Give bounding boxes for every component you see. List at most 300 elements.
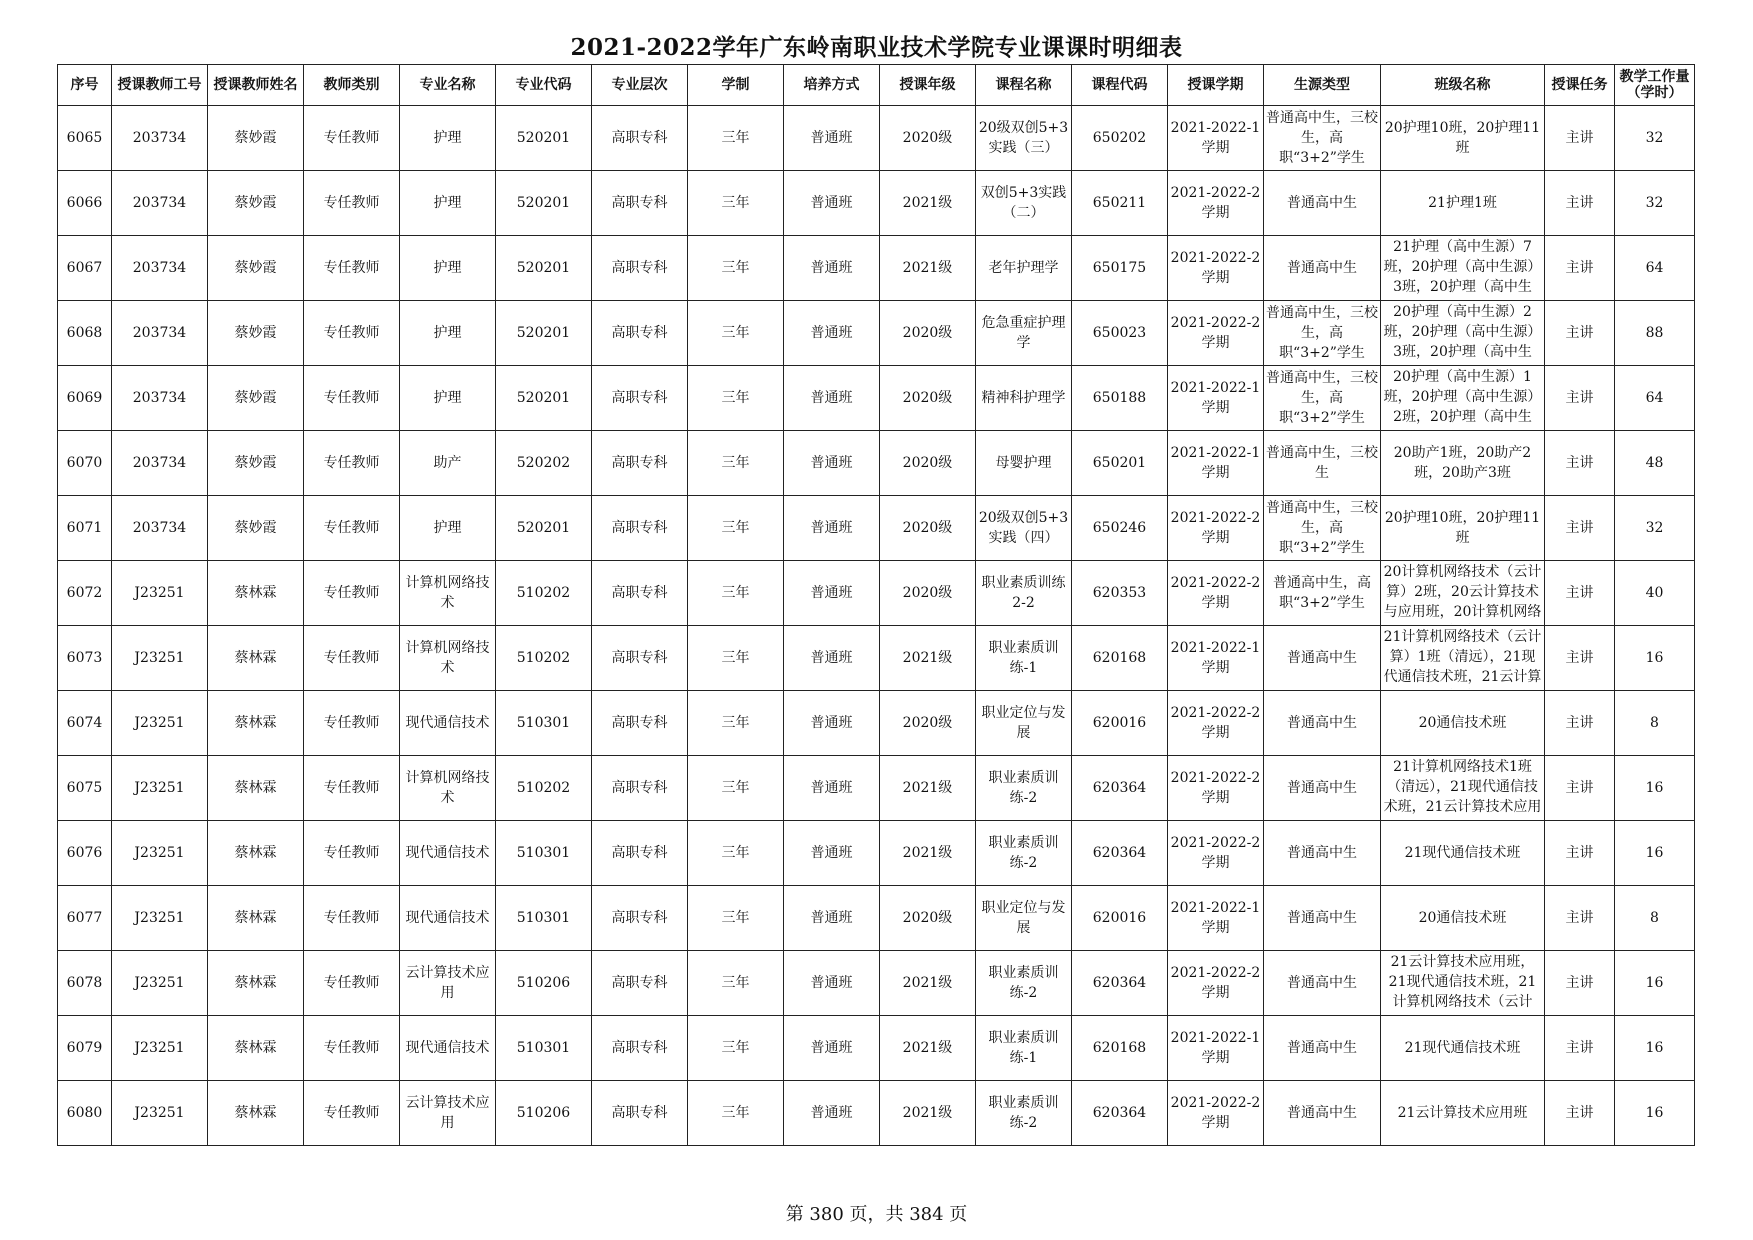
cell-text: 专任教师 bbox=[323, 1040, 380, 1056]
table-cell bbox=[784, 821, 880, 886]
cell-text: 主讲 bbox=[1565, 390, 1594, 406]
cell-text: 6069 bbox=[66, 390, 103, 406]
table-cell bbox=[400, 691, 496, 756]
table-cell bbox=[880, 106, 976, 171]
table-cell bbox=[1168, 431, 1264, 496]
table-cell bbox=[1168, 626, 1264, 691]
table-cell bbox=[1615, 626, 1695, 691]
cell-text: 专任教师 bbox=[323, 1105, 380, 1121]
cell-text: 三年 bbox=[721, 195, 750, 211]
cell-text: 计算机网络技术 bbox=[405, 640, 490, 676]
table-cell bbox=[688, 691, 784, 756]
table-cell bbox=[400, 106, 496, 171]
cell-text: 20级双创5+3实践（三） bbox=[978, 120, 1069, 156]
cell-text: 21现代通信技术班 bbox=[1404, 1040, 1521, 1056]
cell-text: 650201 bbox=[1092, 455, 1147, 471]
table-cell bbox=[304, 301, 400, 366]
cell-text: 专任教师 bbox=[323, 780, 380, 796]
table-cell bbox=[592, 951, 688, 1016]
table-cell bbox=[304, 106, 400, 171]
cell-text: 专任教师 bbox=[323, 910, 380, 926]
cell-text: 40 bbox=[1645, 585, 1664, 601]
table-cell bbox=[496, 496, 592, 561]
cell-text: 620364 bbox=[1092, 845, 1147, 861]
column-header: 序号 bbox=[58, 65, 112, 106]
cell-text: 普通班 bbox=[810, 585, 853, 601]
table-cell bbox=[1545, 821, 1615, 886]
cell-text: 6066 bbox=[66, 195, 103, 211]
cell-text: 2021-2022-2学期 bbox=[1170, 1095, 1261, 1131]
cell-text: 2020级 bbox=[902, 130, 953, 146]
table-cell bbox=[592, 561, 688, 626]
column-header: 学制 bbox=[688, 65, 784, 106]
cell-text: 主讲 bbox=[1565, 520, 1594, 536]
table-cell bbox=[112, 756, 208, 821]
table-header bbox=[58, 65, 1695, 106]
table-cell bbox=[208, 236, 304, 301]
cell-text: 2020级 bbox=[902, 910, 953, 926]
cell-text: 普通班 bbox=[810, 1105, 853, 1121]
cell-text: 三年 bbox=[721, 780, 750, 796]
table-cell bbox=[1264, 106, 1381, 171]
column-header: 授课教师姓名 bbox=[208, 65, 304, 106]
cell-text: 专任教师 bbox=[323, 325, 380, 341]
cell-text: 主讲 bbox=[1565, 130, 1594, 146]
table-row bbox=[58, 106, 1695, 171]
cell-text: 主讲 bbox=[1565, 845, 1594, 861]
table-row bbox=[58, 496, 1695, 561]
table-cell bbox=[208, 366, 304, 431]
column-header: 专业层次 bbox=[592, 65, 688, 106]
table-cell bbox=[1615, 496, 1695, 561]
table-cell bbox=[1381, 301, 1545, 366]
cell-text: 高职专科 bbox=[611, 845, 668, 861]
table-cell bbox=[1072, 886, 1168, 951]
cell-text: J23251 bbox=[134, 1040, 185, 1056]
cell-text: 专任教师 bbox=[323, 975, 380, 991]
table-cell bbox=[1264, 886, 1381, 951]
cell-text: 6079 bbox=[66, 1040, 103, 1056]
cell-text: 蔡妙霞 bbox=[234, 130, 277, 146]
table-row bbox=[58, 691, 1695, 756]
cell-text: 三年 bbox=[721, 520, 750, 536]
cell-text: 6067 bbox=[66, 260, 103, 276]
table-cell bbox=[880, 756, 976, 821]
cell-text: 520202 bbox=[516, 455, 571, 471]
cell-text: 21护理1班 bbox=[1428, 195, 1497, 211]
cell-text: 普通高中生 bbox=[1287, 1105, 1357, 1121]
cell-text: 高职专科 bbox=[611, 195, 668, 211]
table-cell bbox=[400, 301, 496, 366]
cell-text: 主讲 bbox=[1565, 910, 1594, 926]
table-cell bbox=[400, 626, 496, 691]
table-row bbox=[58, 1016, 1695, 1081]
table-cell bbox=[58, 821, 112, 886]
table-cell bbox=[976, 366, 1072, 431]
table-cell bbox=[1381, 1081, 1545, 1146]
cell-text: 2021-2022-2学期 bbox=[1170, 510, 1261, 546]
cell-text: 64 bbox=[1645, 260, 1664, 276]
table-cell bbox=[1168, 1016, 1264, 1081]
cell-text: 650175 bbox=[1092, 260, 1147, 276]
cell-text: 2021级 bbox=[902, 195, 953, 211]
cell-text: 620364 bbox=[1092, 780, 1147, 796]
cell-text: 510301 bbox=[516, 845, 571, 861]
table-cell bbox=[58, 496, 112, 561]
table-cell bbox=[1545, 171, 1615, 236]
table-cell bbox=[1168, 1081, 1264, 1146]
cell-text: 2021-2022-2学期 bbox=[1170, 965, 1261, 1001]
cell-text: 203734 bbox=[132, 260, 187, 276]
cell-text: 普通班 bbox=[810, 195, 853, 211]
table-cell bbox=[1615, 756, 1695, 821]
table-row bbox=[58, 951, 1695, 1016]
table-cell bbox=[400, 366, 496, 431]
cell-text: 蔡林霖 bbox=[234, 715, 277, 731]
table-cell bbox=[1615, 691, 1695, 756]
column-header: 教学工作量（学时） bbox=[1615, 65, 1695, 106]
table-cell bbox=[1381, 431, 1545, 496]
table-cell bbox=[1264, 301, 1381, 366]
table-cell bbox=[688, 496, 784, 561]
cell-text: 普通班 bbox=[810, 390, 853, 406]
table-cell bbox=[1545, 951, 1615, 1016]
table-cell bbox=[58, 301, 112, 366]
table-cell bbox=[1264, 951, 1381, 1016]
cell-text: 32 bbox=[1645, 130, 1664, 146]
table-cell bbox=[1615, 561, 1695, 626]
table-cell bbox=[880, 886, 976, 951]
course-hours-table bbox=[57, 64, 1695, 1146]
cell-text: 16 bbox=[1645, 975, 1664, 991]
cell-text: 21护理（高中生源）7班，20护理（高中生源）3班，20护理（高中生 bbox=[1383, 239, 1542, 295]
table-cell bbox=[400, 171, 496, 236]
table-cell bbox=[592, 431, 688, 496]
table-cell bbox=[1381, 626, 1545, 691]
cell-text: 主讲 bbox=[1565, 325, 1594, 341]
cell-text: 蔡妙霞 bbox=[234, 195, 277, 211]
table-cell bbox=[208, 561, 304, 626]
cell-text: 双创5+3实践（二） bbox=[980, 185, 1067, 221]
table-cell bbox=[58, 1016, 112, 1081]
table-row bbox=[58, 821, 1695, 886]
table-row bbox=[58, 236, 1695, 301]
cell-text: 普通高中生 bbox=[1287, 260, 1357, 276]
cell-text: 高职专科 bbox=[611, 455, 668, 471]
table-cell bbox=[112, 366, 208, 431]
table-cell bbox=[784, 951, 880, 1016]
table-cell bbox=[400, 756, 496, 821]
cell-text: 普通班 bbox=[810, 130, 853, 146]
table-cell bbox=[1072, 756, 1168, 821]
table-cell bbox=[400, 951, 496, 1016]
cell-text: 普通班 bbox=[810, 455, 853, 471]
cell-text: 蔡妙霞 bbox=[234, 520, 277, 536]
column-header: 授课年级 bbox=[880, 65, 976, 106]
table-cell bbox=[1381, 561, 1545, 626]
table-cell bbox=[880, 366, 976, 431]
table-cell bbox=[592, 106, 688, 171]
cell-text: 蔡林霖 bbox=[234, 780, 277, 796]
table-cell bbox=[976, 886, 1072, 951]
cell-text: 职业素质训练-2 bbox=[988, 1095, 1059, 1131]
table-cell bbox=[496, 951, 592, 1016]
table-cell bbox=[496, 171, 592, 236]
cell-text: 高职专科 bbox=[611, 390, 668, 406]
table-cell bbox=[976, 821, 1072, 886]
cell-text: 普通班 bbox=[810, 845, 853, 861]
cell-text: 2021-2022-2学期 bbox=[1170, 185, 1261, 221]
cell-text: 专任教师 bbox=[323, 650, 380, 666]
cell-text: 2021级 bbox=[902, 1040, 953, 1056]
table-cell bbox=[688, 1081, 784, 1146]
table-cell bbox=[688, 366, 784, 431]
cell-text: J23251 bbox=[134, 975, 185, 991]
table-cell bbox=[784, 561, 880, 626]
cell-text: 普通班 bbox=[810, 260, 853, 276]
cell-text: 高职专科 bbox=[611, 650, 668, 666]
table-cell bbox=[208, 301, 304, 366]
table-cell bbox=[1381, 366, 1545, 431]
table-cell bbox=[1264, 821, 1381, 886]
cell-text: 专任教师 bbox=[323, 715, 380, 731]
cell-text: 职业素质训练-2 bbox=[988, 965, 1059, 1001]
cell-text: 2021-2022-1学期 bbox=[1170, 120, 1261, 156]
table-cell bbox=[496, 626, 592, 691]
table-cell bbox=[1072, 301, 1168, 366]
table-cell bbox=[880, 691, 976, 756]
cell-text: 6080 bbox=[66, 1105, 103, 1121]
table-cell bbox=[1264, 626, 1381, 691]
table-cell bbox=[592, 886, 688, 951]
table-cell bbox=[784, 1016, 880, 1081]
cell-text: 64 bbox=[1645, 390, 1664, 406]
table-cell bbox=[1545, 691, 1615, 756]
cell-text: 20级双创5+3实践（四） bbox=[978, 510, 1069, 546]
cell-text: 助产 bbox=[433, 455, 462, 471]
table-cell bbox=[784, 171, 880, 236]
cell-text: 主讲 bbox=[1565, 780, 1594, 796]
table-cell bbox=[688, 951, 784, 1016]
table-cell bbox=[688, 236, 784, 301]
table-cell bbox=[400, 561, 496, 626]
table-cell bbox=[208, 951, 304, 1016]
table-cell bbox=[208, 431, 304, 496]
table-cell bbox=[784, 236, 880, 301]
table-cell bbox=[976, 236, 1072, 301]
cell-text: 三年 bbox=[721, 585, 750, 601]
table-cell bbox=[1264, 691, 1381, 756]
table-cell bbox=[304, 496, 400, 561]
cell-text: 2021-2022-2学期 bbox=[1170, 575, 1261, 611]
cell-text: 510206 bbox=[516, 975, 571, 991]
table-cell bbox=[784, 301, 880, 366]
table-cell bbox=[784, 431, 880, 496]
cell-text: 蔡林霖 bbox=[234, 845, 277, 861]
cell-text: 蔡林霖 bbox=[234, 1040, 277, 1056]
table-cell bbox=[976, 1016, 1072, 1081]
table-cell bbox=[1264, 561, 1381, 626]
cell-text: 护理 bbox=[433, 260, 462, 276]
table-cell bbox=[880, 1081, 976, 1146]
header-row bbox=[58, 65, 1695, 106]
table-cell bbox=[592, 301, 688, 366]
table-cell bbox=[688, 171, 784, 236]
table-cell bbox=[880, 1016, 976, 1081]
table-cell bbox=[1545, 626, 1615, 691]
cell-text: 2021-2022-1学期 bbox=[1170, 380, 1261, 416]
cell-text: 2020级 bbox=[902, 715, 953, 731]
table-cell bbox=[496, 886, 592, 951]
table-cell bbox=[1615, 821, 1695, 886]
table-cell bbox=[112, 886, 208, 951]
table-cell bbox=[1545, 1081, 1615, 1146]
table-cell bbox=[112, 1016, 208, 1081]
cell-text: 专任教师 bbox=[323, 390, 380, 406]
table-cell bbox=[1072, 106, 1168, 171]
table-cell bbox=[1615, 886, 1695, 951]
cell-text: 专任教师 bbox=[323, 845, 380, 861]
table-cell bbox=[112, 626, 208, 691]
cell-text: 高职专科 bbox=[611, 715, 668, 731]
cell-text: J23251 bbox=[134, 910, 185, 926]
cell-text: 20通信技术班 bbox=[1418, 715, 1507, 731]
table-cell bbox=[1545, 366, 1615, 431]
table-cell bbox=[784, 366, 880, 431]
table-cell bbox=[1381, 171, 1545, 236]
cell-text: 20护理（高中生源）2班，20护理（高中生源）3班，20护理（高中生 bbox=[1383, 304, 1542, 360]
cell-text: 三年 bbox=[721, 1040, 750, 1056]
cell-text: 6077 bbox=[66, 910, 103, 926]
cell-text: 精神科护理学 bbox=[981, 390, 1066, 406]
table-cell bbox=[1072, 431, 1168, 496]
cell-text: 16 bbox=[1645, 1105, 1664, 1121]
cell-text: 现代通信技术 bbox=[405, 1040, 490, 1056]
column-header: 生源类型 bbox=[1264, 65, 1381, 106]
cell-text: 普通班 bbox=[810, 715, 853, 731]
cell-text: 203734 bbox=[132, 195, 187, 211]
table-cell bbox=[496, 691, 592, 756]
table-row bbox=[58, 1081, 1695, 1146]
table-cell bbox=[1381, 756, 1545, 821]
table-cell bbox=[304, 366, 400, 431]
cell-text: 护理 bbox=[433, 520, 462, 536]
table-cell bbox=[976, 626, 1072, 691]
table-cell bbox=[112, 951, 208, 1016]
cell-text: 620016 bbox=[1092, 910, 1147, 926]
table-cell bbox=[400, 821, 496, 886]
table-cell bbox=[880, 561, 976, 626]
cell-text: 专任教师 bbox=[323, 520, 380, 536]
table-cell bbox=[592, 366, 688, 431]
cell-text: 2021-2022-1学期 bbox=[1170, 640, 1261, 676]
table-cell bbox=[496, 236, 592, 301]
table-cell bbox=[1545, 431, 1615, 496]
cell-text: 21云计算技术应用班，21现代通信技术班，21计算机网络技术（云计 bbox=[1388, 954, 1537, 1010]
table-cell bbox=[208, 496, 304, 561]
table-cell bbox=[1381, 236, 1545, 301]
table-cell bbox=[1072, 626, 1168, 691]
cell-text: 蔡林霖 bbox=[234, 1105, 277, 1121]
cell-text: 520201 bbox=[516, 130, 571, 146]
cell-text: 主讲 bbox=[1565, 260, 1594, 276]
cell-text: 520201 bbox=[516, 325, 571, 341]
table-row bbox=[58, 756, 1695, 821]
cell-text: 普通班 bbox=[810, 650, 853, 666]
cell-text: 职业素质训练2-2 bbox=[981, 575, 1066, 611]
cell-text: 普通高中生 bbox=[1287, 780, 1357, 796]
table-cell bbox=[976, 561, 1072, 626]
cell-text: 普通高中生，三校生，高职“3+2”学生 bbox=[1266, 305, 1378, 361]
table-cell bbox=[688, 886, 784, 951]
cell-text: 620168 bbox=[1092, 650, 1147, 666]
table-row bbox=[58, 366, 1695, 431]
cell-text: 2020级 bbox=[902, 325, 953, 341]
table-cell bbox=[112, 496, 208, 561]
table-cell bbox=[1615, 366, 1695, 431]
cell-text: 6071 bbox=[66, 520, 103, 536]
table-cell bbox=[688, 106, 784, 171]
table-cell bbox=[1168, 106, 1264, 171]
column-header: 授课任务 bbox=[1545, 65, 1615, 106]
cell-text: 510301 bbox=[516, 910, 571, 926]
cell-text: 职业素质训练-2 bbox=[988, 770, 1059, 806]
cell-text: 21计算机网络技术（云计算）1班（清远），21现代通信技术班，21云计算 bbox=[1383, 629, 1542, 685]
table-cell bbox=[112, 1081, 208, 1146]
cell-text: 三年 bbox=[721, 1105, 750, 1121]
cell-text: 510202 bbox=[516, 585, 571, 601]
cell-text: 2021-2022-2学期 bbox=[1170, 250, 1261, 286]
table-cell bbox=[784, 691, 880, 756]
table-cell bbox=[1615, 171, 1695, 236]
cell-text: 高职专科 bbox=[611, 260, 668, 276]
cell-text: 2021-2022-1学期 bbox=[1170, 1030, 1261, 1066]
cell-text: 普通高中生 bbox=[1287, 975, 1357, 991]
cell-text: 21云计算技术应用班 bbox=[1397, 1105, 1528, 1121]
cell-text: 现代通信技术 bbox=[405, 910, 490, 926]
table-cell bbox=[1545, 301, 1615, 366]
table-cell bbox=[496, 301, 592, 366]
cell-text: 三年 bbox=[721, 390, 750, 406]
table-cell bbox=[1615, 1016, 1695, 1081]
cell-text: 蔡林霖 bbox=[234, 975, 277, 991]
table-cell bbox=[592, 171, 688, 236]
table-cell bbox=[112, 561, 208, 626]
table-cell bbox=[208, 691, 304, 756]
cell-text: 普通高中生 bbox=[1287, 845, 1357, 861]
cell-text: 6070 bbox=[66, 455, 103, 471]
table-cell bbox=[592, 756, 688, 821]
table-body bbox=[58, 106, 1695, 1146]
table-cell bbox=[58, 756, 112, 821]
cell-text: 蔡妙霞 bbox=[234, 390, 277, 406]
column-header: 专业名称 bbox=[400, 65, 496, 106]
table-cell bbox=[592, 1016, 688, 1081]
table-cell bbox=[208, 1081, 304, 1146]
cell-text: 高职专科 bbox=[611, 130, 668, 146]
cell-text: 20通信技术班 bbox=[1418, 910, 1507, 926]
cell-text: 6075 bbox=[66, 780, 103, 796]
cell-text: 三年 bbox=[721, 650, 750, 666]
cell-text: 普通高中生，三校生 bbox=[1266, 445, 1378, 481]
table-cell bbox=[496, 756, 592, 821]
cell-text: 高职专科 bbox=[611, 910, 668, 926]
cell-text: 510202 bbox=[516, 650, 571, 666]
table-cell bbox=[976, 106, 1072, 171]
table-cell bbox=[58, 626, 112, 691]
table-cell bbox=[1381, 886, 1545, 951]
cell-text: 主讲 bbox=[1565, 715, 1594, 731]
